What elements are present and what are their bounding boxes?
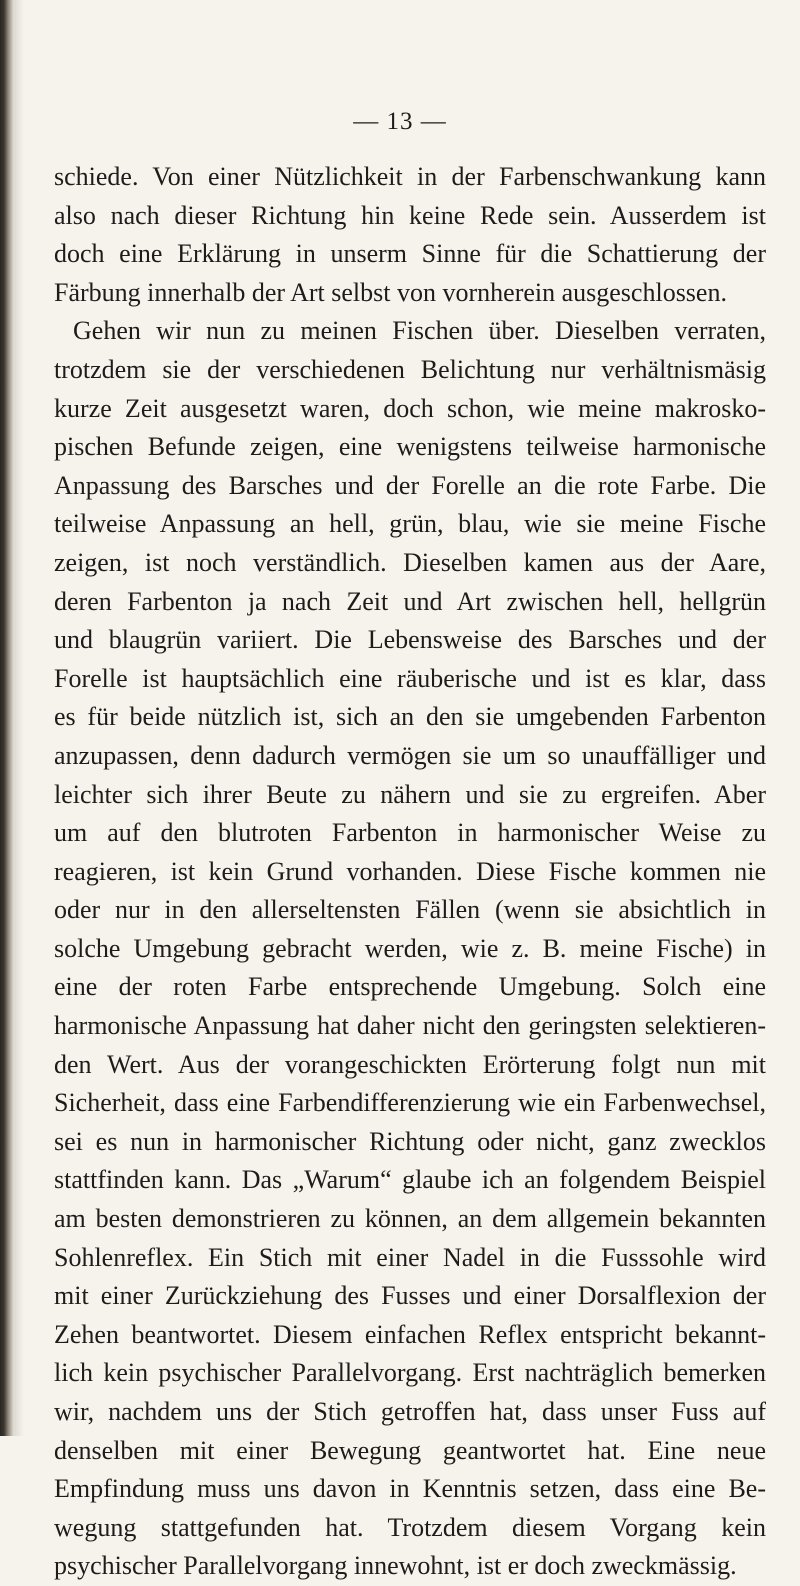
text-line: sei es nun in harmonischer Richtung oder nicht, ganz zwecklos — [54, 1126, 766, 1156]
text-line: Zehen beantwortet. Diesem einfachen Reflex entspricht bekannt- — [54, 1319, 766, 1349]
text-line: anzupassen, denn dadurch vermögen sie um so unauffälliger und — [54, 740, 766, 770]
text-line: Sicherheit, dass eine Farbendifferenzierung wie ein Farbenwechsel, — [54, 1088, 766, 1118]
text-line: es für beide nützlich ist, sich an den sie umgebenden Farbenton — [54, 702, 766, 732]
text-line: Anpassung des Barsches und der Forelle an die rote Farbe. Die — [54, 470, 766, 500]
text-line: um auf den blutroten Farbenton in harmonischer Weise zu — [54, 818, 766, 848]
text-line: Färbung innerhalb der Art selbst von vornherein ausgeschlossen. — [54, 277, 727, 307]
text-line: oder nur in den allerseltensten Fällen (wenn sie absichtlich in — [54, 895, 766, 925]
page-binding-edge — [0, 0, 14, 1436]
text-line: und blaugrün variiert. Die Lebensweise des Barsches und der — [54, 625, 766, 655]
text-line: stattfinden kann. Das „Warum“ glaube ich an folgendem Beispiel — [54, 1165, 766, 1195]
text-line: lich kein psychischer Parallelvorgang. Erst nachträglich bemerken — [54, 1358, 766, 1388]
text-line: Sohlenreflex. Ein Stich mit einer Nadel in die Fusssohle wird — [54, 1242, 766, 1272]
text-line: wegung stattgefunden hat. Trotzdem diesem Vorgang kein — [54, 1512, 766, 1542]
text-line: solche Umgebung gebracht werden, wie z. B. meine Fische) in — [54, 933, 766, 963]
text-line: am besten demonstrieren zu können, an dem allgemein bekannten — [54, 1204, 766, 1234]
text-line: wir, nachdem uns der Stich getroffen hat, dass unser Fuss auf — [54, 1397, 766, 1426]
text-line: trotzdem sie der verschiedenen Belichtung nur verhältnismäsig — [54, 354, 766, 384]
text-line: schiede. Von einer Nützlichkeit in der Farbenschwankung kann — [54, 162, 766, 191]
text-line: denselben mit einer Bewegung geantwortet hat. Eine neue — [54, 1435, 766, 1465]
text-line: mit einer Zurückziehung des Fusses und einer Dorsalflexion der — [54, 1281, 766, 1311]
text-line: doch eine Erklärung in unserm Sinne für die Schattierung der — [54, 239, 766, 269]
text-line: reagieren, ist kein Grund vorhanden. Diese Fische kommen nie — [54, 856, 766, 886]
text-line: teilweise Anpassung an hell, grün, blau, wie sie meine Fische — [54, 509, 766, 539]
text-line: eine der roten Farbe entsprechende Umgebung. Solch eine — [54, 972, 766, 1002]
text-line: also nach dieser Richtung hin keine Rede sein. Ausserdem ist — [54, 200, 766, 230]
body-text — [54, 158, 766, 1586]
text-line: kurze Zeit ausgesetzt waren, doch schon, wie meine makrosko- — [54, 393, 766, 423]
text-line: psychischer Parallelvorgang innewohnt, ist er doch zweckmässig. — [54, 1551, 737, 1581]
text-line: Gehen wir nun zu meinen Fischen über. Dieselben verraten, — [73, 316, 766, 346]
text-line: Forelle ist hauptsächlich eine räuberische und ist es klar, dass — [54, 663, 766, 693]
page-number: — 13 — — [353, 108, 447, 135]
text-line: zeigen, ist noch verständlich. Dieselben kamen aus der Aare, — [54, 547, 766, 577]
text-line: deren Farbenton ja nach Zeit und Art zwischen hell, hellgrün — [54, 586, 766, 616]
text-line: harmonische Anpassung hat daher nicht den geringsten selektieren- — [54, 1011, 766, 1041]
text-line: leichter sich ihrer Beute zu nähern und sie zu ergreifen. Aber — [54, 779, 766, 809]
text-line: pischen Befunde zeigen, eine wenigstens teilweise harmonische — [54, 432, 766, 462]
text-line: Empfindung muss uns davon in Kenntnis setzen, dass eine Be- — [54, 1474, 766, 1504]
text-line: den Wert. Aus der vorangeschickten Erörterung folgt nun mit — [54, 1049, 766, 1079]
page-binding-shadow — [14, 0, 24, 1436]
